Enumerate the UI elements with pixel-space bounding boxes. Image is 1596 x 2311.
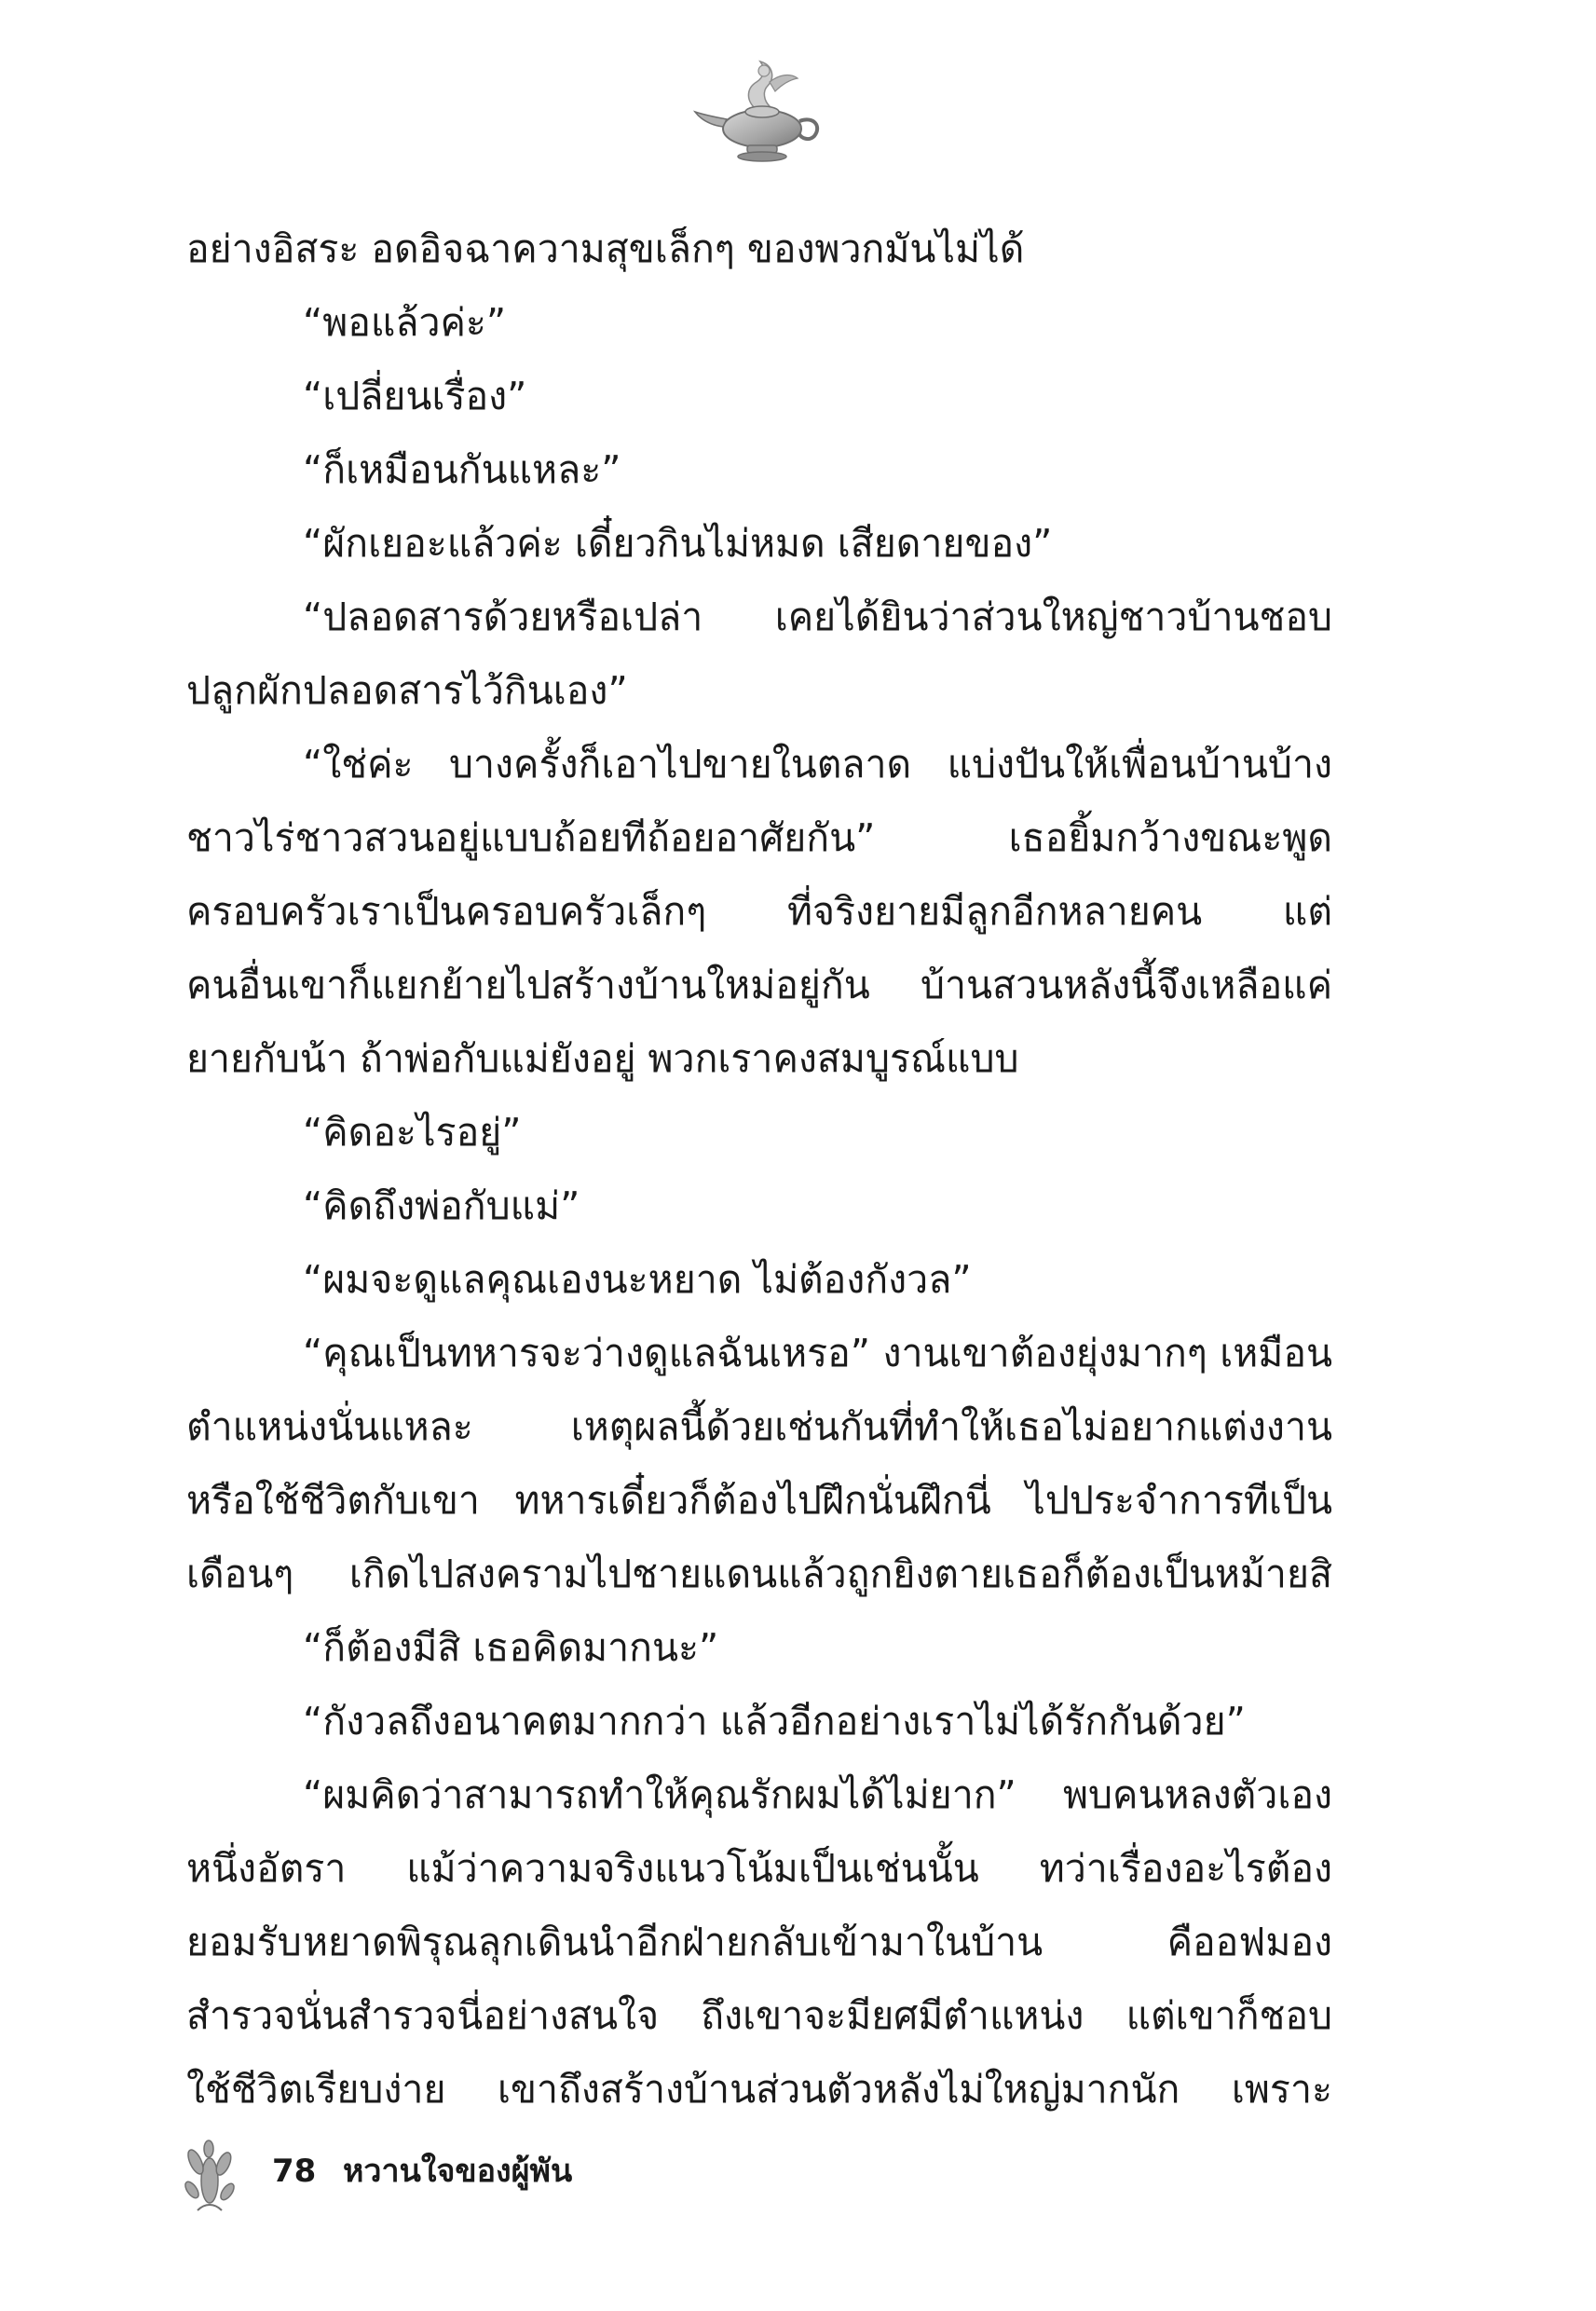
magic-lamp-ornament-icon <box>689 54 829 166</box>
text-line: “ผมจะดูแลคุณเองนะหยาด ไม่ต้องกังวล” <box>303 1257 972 1302</box>
text-line: “เปลี่ยนเรื่อง” <box>303 374 527 418</box>
text-line: อย่างอิสระ อดอิจฉาความสุขเล็กๆ ของพวกมันไม่ได้ <box>186 226 1025 271</box>
text-line: ครอบครัวเราเป็นครอบครัวเล็กๆ ที่จริงยายมีลูกอีกหลายคน แต่ <box>186 889 1332 934</box>
text-line: ใช้ชีวิตเรียบง่าย เขาถึงสร้างบ้านส่วนตัวหลังไม่ใหญ่มากนัก เพราะ <box>186 2067 1332 2112</box>
text-line: “พอแล้วค่ะ” <box>303 300 507 345</box>
text-line: “ผักเยอะแล้วค่ะ เดี๋ยวกินไม่หมด เสียดายของ” <box>303 521 1053 566</box>
text-line: “กังวลถึงอนาคตมากกว่า แล้วอีกอย่างเราไม่ได้รักกันด้วย” <box>303 1699 1246 1744</box>
text-line: “คิดถึงพ่อกับแม่” <box>303 1183 580 1228</box>
text-line: ตำแหน่งนั่นแหละ เหตุผลนี้ด้วยเช่นกันที่ทำให้เธอไม่อยากแต่งงาน <box>186 1404 1332 1449</box>
book-title: หวานใจของผู้พัน <box>343 2153 573 2190</box>
text-line: “ใช่ค่ะ บางครั้งก็เอาไปขายในตลาด แบ่งปันให้เพื่อนบ้านบ้าง <box>303 742 1332 786</box>
text-line: หรือใช้ชีวิตกับเขา ทหารเดี๋ยวก็ต้องไปฝึกนั่นฝึกนี่ ไปประจำการทีเป็น <box>186 1478 1332 1523</box>
text-line: “คุณเป็นทหารจะว่างดูแลฉันเหรอ” งานเขาต้องยุ่งมากๆ เหมือน <box>303 1331 1332 1375</box>
text-line: “ก็เหมือนกันแหละ” <box>303 447 621 492</box>
text-line: คนอื่นเขาก็แยกย้ายไปสร้างบ้านใหม่อยู่กัน บ้านสวนหลังนี้จึงเหลือแค่ <box>186 963 1332 1007</box>
text-line: หนึ่งอัตรา แม้ว่าความจริงแนวโน้มเป็นเช่นนั้น ทว่าเรื่องอะไรต้องยอมรับ <box>186 1846 1332 1964</box>
text-line: ยายกับน้า ถ้าพ่อกับแม่ยังอยู่ พวกเราคงสมบูรณ์แบบ <box>186 1036 1019 1081</box>
cactus-icon <box>177 2136 242 2215</box>
page-number: 78 <box>272 2153 317 2190</box>
text-line: หยาดพิรุณลุกเดินนำอีกฝ่ายกลับเข้ามาในบ้าน คืออฟมอง <box>303 1920 1332 1964</box>
text-line: ชาวไร่ชาวสวนอยู่แบบถ้อยทีถ้อยอาศัยกัน” เธอยิ้มกว้างขณะพูด <box>186 815 1332 860</box>
text-line: “ก็ต้องมีสิ เธอคิดมากนะ” <box>303 1625 719 1670</box>
text-line: “ผมคิดว่าสามารถทำให้คุณรักผมได้ไม่ยาก” พบคนหลงตัวเอง <box>303 1772 1332 1817</box>
text-line: เดือนๆ เกิดไปสงครามไปชายแดนแล้วถูกยิงตายเธอก็ต้องเป็นหม้ายสิ <box>186 1552 1332 1596</box>
page-footer <box>177 2136 829 2210</box>
text-line: “คิดอะไรอยู่” <box>303 1110 522 1155</box>
text-line: สำรวจนั่นสำรวจนี่อย่างสนใจ ถึงเขาจะมียศมีตำแหน่ง แต่เขาก็ชอบ <box>186 1993 1332 2038</box>
body-text <box>186 212 1332 2126</box>
text-line: “ปลอดสารด้วยหรือเปล่า เคยได้ยินว่าส่วนใหญ่ชาวบ้านชอบ <box>303 595 1332 639</box>
text-line: ปลูกผักปลอดสารไว้กินเอง” <box>186 668 628 713</box>
